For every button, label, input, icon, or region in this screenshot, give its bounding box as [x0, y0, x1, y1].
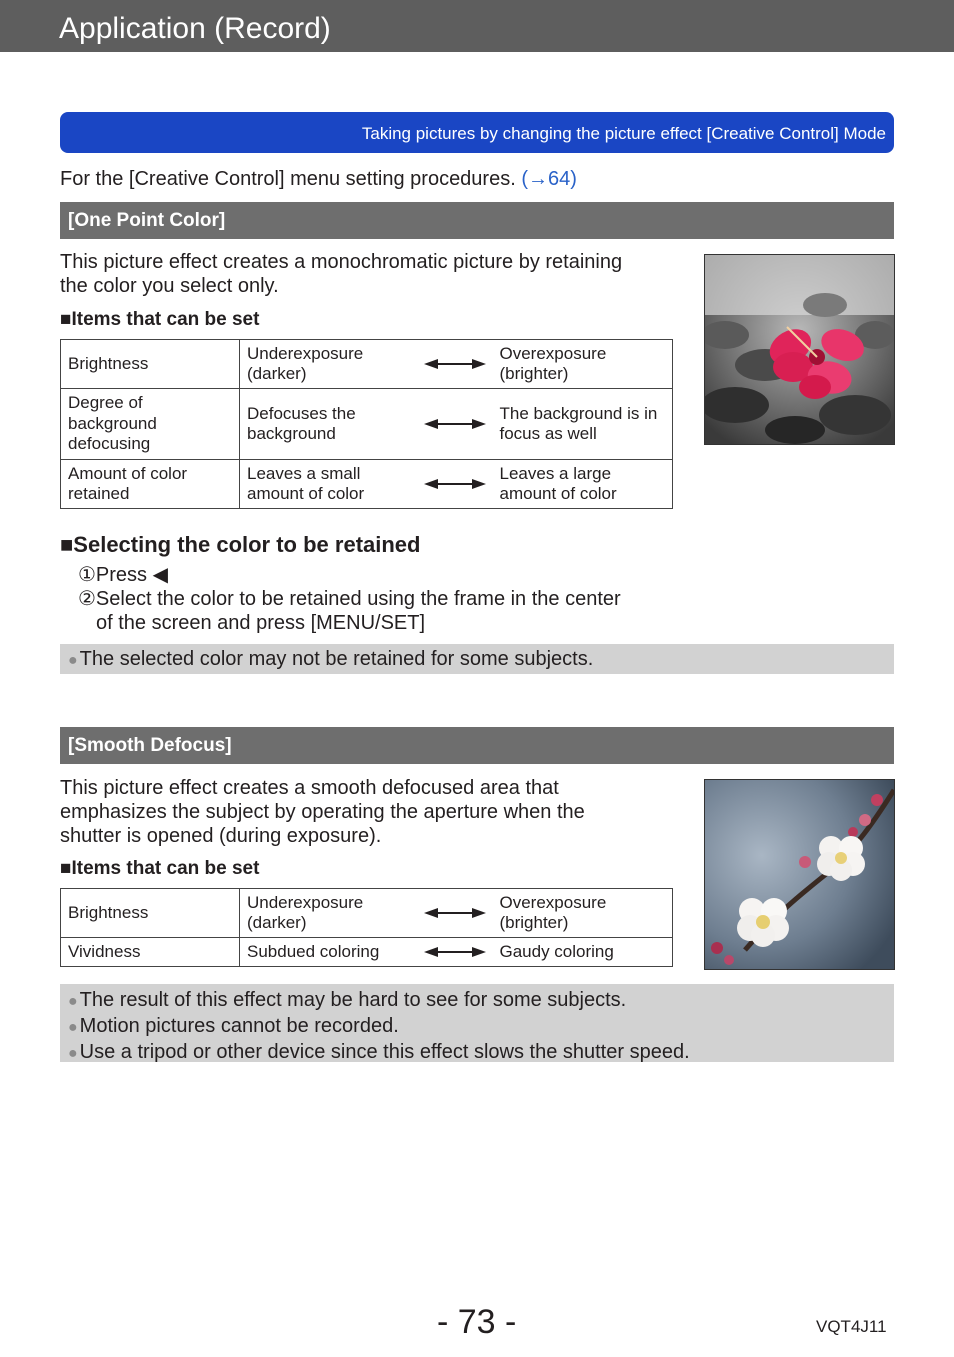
- double-arrow-icon: [417, 389, 493, 460]
- smooth-defocus-sample-photo: [704, 779, 895, 970]
- setting-label: Amount of color retained: [61, 460, 240, 509]
- square-icon: ■: [60, 309, 72, 330]
- step-2: ②Select the color to be retained using the frame in the center: [78, 588, 621, 610]
- one-point-color-sample-photo: [704, 254, 895, 445]
- step-2-continued: of the screen and press [MENU/SET]: [96, 612, 426, 634]
- table-row: [61, 938, 673, 967]
- section2-description: [60, 776, 670, 848]
- banner-text: Taking pictures by changing the picture effect [Creative Control] Mode: [361, 124, 886, 143]
- setting-min: Defocuses the background: [240, 389, 417, 460]
- step-1: ①Press ◀: [78, 564, 168, 586]
- table-row: [61, 889, 673, 938]
- intro-sentence: For the [Creative Control] menu setting procedures.: [60, 168, 522, 190]
- table-row: [61, 460, 673, 509]
- double-arrow-icon: [417, 460, 493, 509]
- bullet-icon: ●: [68, 652, 78, 669]
- settings-table: [60, 339, 673, 509]
- items-heading: [60, 857, 259, 881]
- double-arrow-icon: [417, 889, 493, 938]
- table-row: [61, 389, 673, 460]
- description-line: shutter is opened (during exposure).: [60, 825, 382, 847]
- note-item: [60, 647, 894, 673]
- items-heading-text: Items that can be set: [71, 858, 260, 879]
- bullet-icon: ●: [68, 1019, 78, 1036]
- double-arrow-icon: [417, 340, 493, 389]
- setting-max: Leaves a large amount of color: [493, 460, 673, 509]
- setting-label: Brightness: [61, 889, 240, 938]
- setting-min: Underexposure (darker): [240, 340, 417, 389]
- bullet-icon: ●: [68, 993, 78, 1010]
- table-row: [61, 340, 673, 389]
- square-icon: ■: [60, 858, 72, 879]
- items-heading: [60, 308, 259, 332]
- setting-min: Subdued coloring: [240, 938, 417, 967]
- setting-min: Leaves a small amount of color: [240, 460, 417, 509]
- setting-max: Gaudy coloring: [493, 938, 673, 967]
- section2-notes: [60, 984, 894, 1062]
- setting-label: Degree of background defocusing: [61, 389, 240, 460]
- section-one-point-color-bar: [60, 202, 894, 239]
- header-bar: [0, 0, 954, 52]
- document-code: VQT4J11: [816, 1317, 887, 1336]
- description-line: the color you select only.: [60, 275, 279, 297]
- note-text: Use a tripod or other device since this effect slows the shutter speed.: [79, 1041, 690, 1063]
- chapter-banner: [60, 112, 894, 153]
- selecting-heading: [60, 533, 420, 557]
- note-text: The selected color may not be retained for some subjects.: [79, 648, 594, 670]
- note-item: [60, 988, 894, 1014]
- note-item: [60, 1040, 894, 1066]
- description-line: This picture effect creates a monochromatic picture by retaining: [60, 251, 623, 273]
- setting-label: Brightness: [61, 340, 240, 389]
- description-line: This picture effect creates a smooth defocused area that: [60, 777, 559, 799]
- section-smooth-defocus-bar: [60, 727, 894, 764]
- intro-text: [60, 167, 577, 191]
- selecting-heading-text: Selecting the color to be retained: [73, 532, 421, 557]
- note-text: Motion pictures cannot be recorded.: [79, 1015, 399, 1037]
- description-line: emphasizes the subject by operating the aperture when the: [60, 801, 585, 823]
- steps-list: [78, 563, 621, 635]
- settings-table: [60, 888, 673, 967]
- note-text: The result of this effect may be hard to see for some subjects.: [79, 989, 627, 1011]
- page-title: Application (Record): [59, 12, 331, 45]
- setting-max: Overexposure (brighter): [493, 340, 673, 389]
- double-arrow-icon: [417, 938, 493, 967]
- page-link[interactable]: (→64): [521, 168, 577, 190]
- section1-note: [60, 644, 894, 674]
- setting-max: The background is in focus as well: [493, 389, 673, 460]
- items-heading-text: Items that can be set: [71, 309, 260, 330]
- section-title: [One Point Color]: [68, 210, 226, 231]
- square-icon: ■: [60, 532, 74, 557]
- section-title: [Smooth Defocus]: [68, 735, 232, 756]
- setting-max: Overexposure (brighter): [493, 889, 673, 938]
- note-item: [60, 1014, 894, 1040]
- setting-label: Vividness: [61, 938, 240, 967]
- page-number: - 73 -: [437, 1303, 517, 1341]
- bullet-icon: ●: [68, 1045, 78, 1062]
- section1-description: [60, 250, 670, 298]
- setting-min: Underexposure (darker): [240, 889, 417, 938]
